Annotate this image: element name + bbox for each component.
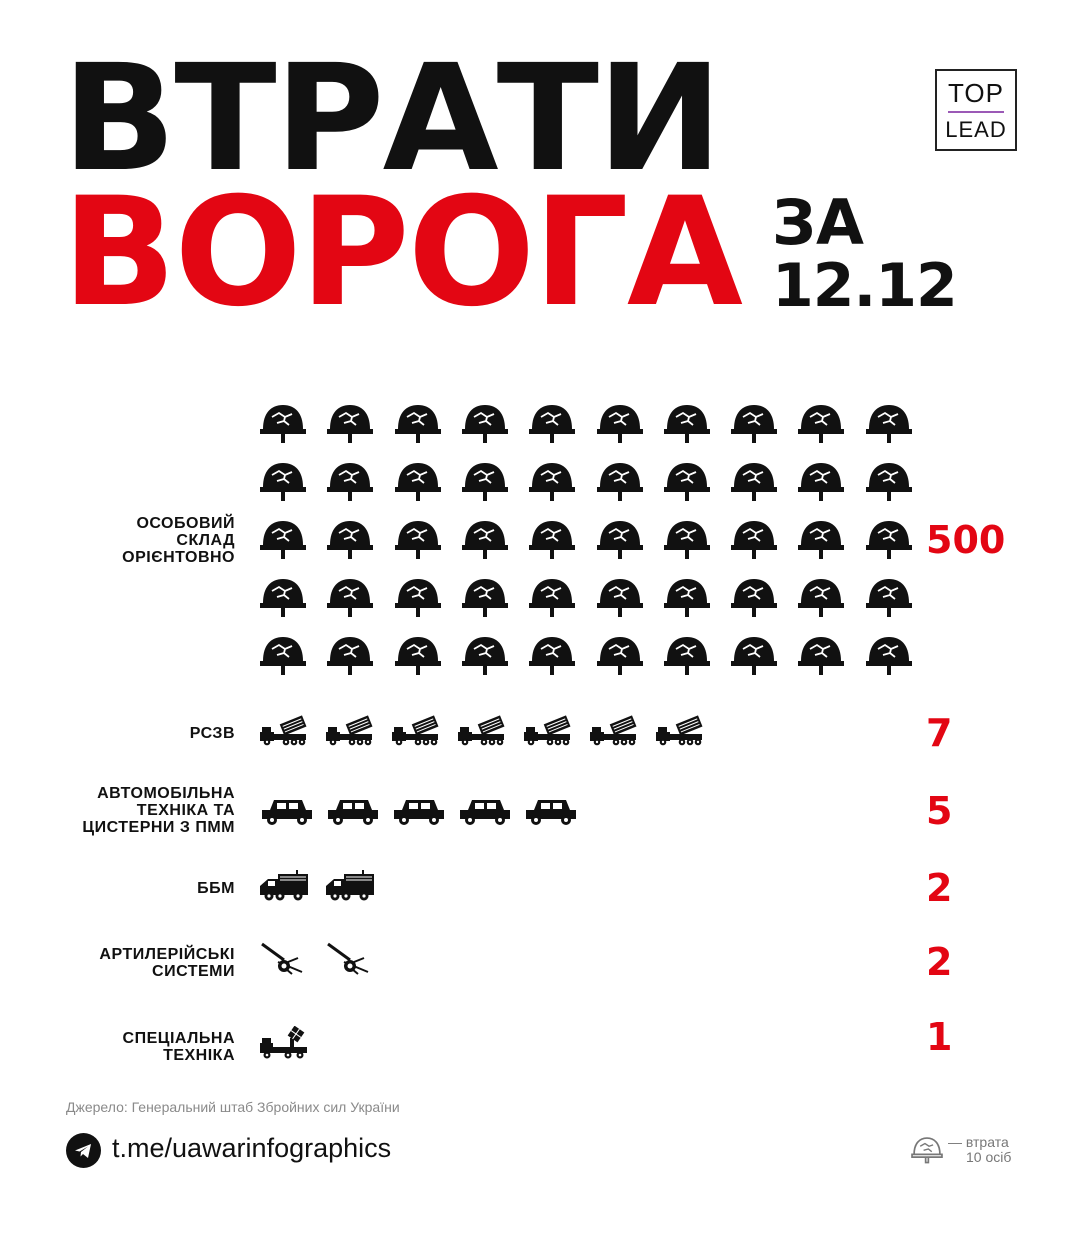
artillery-value: 2 xyxy=(926,940,953,984)
howitzer-icon xyxy=(258,940,314,976)
helmet-legend-icon xyxy=(910,1134,944,1168)
bbm-value: 2 xyxy=(926,866,953,910)
helmet-icon xyxy=(729,400,779,450)
mlrs-value: 7 xyxy=(926,711,953,755)
helmet-icon xyxy=(729,632,779,682)
helmet-icon xyxy=(325,458,375,508)
helmet-icon xyxy=(595,516,645,566)
jeep-icon xyxy=(324,792,380,828)
legend-line-1: — втрата xyxy=(948,1134,1009,1150)
personnel-value: 500 xyxy=(926,518,1006,562)
helmet-icon xyxy=(325,516,375,566)
mlrs-icon xyxy=(522,712,578,748)
vehicles-value: 5 xyxy=(926,789,953,833)
helmet-icon xyxy=(460,574,510,624)
helmet-icon xyxy=(796,574,846,624)
jeep-icon xyxy=(456,792,512,828)
mlrs-label: РСЗВ xyxy=(189,725,235,742)
helmet-icon xyxy=(796,632,846,682)
helmet-icon xyxy=(864,516,914,566)
jeep-icon xyxy=(390,792,446,828)
telegram-link[interactable]: t.me/uawarinfographics xyxy=(112,1133,392,1163)
mlrs-icon xyxy=(390,712,446,748)
helmet-icon xyxy=(393,632,443,682)
top-lead-logo xyxy=(935,69,1017,151)
helmet-icon xyxy=(864,574,914,624)
helmet-icon xyxy=(595,400,645,450)
helmet-icon xyxy=(460,632,510,682)
helmet-icon xyxy=(796,458,846,508)
mlrs-icon xyxy=(588,712,644,748)
legend-text xyxy=(948,1135,1011,1165)
helmet-icon xyxy=(527,516,577,566)
helmet-icon xyxy=(258,632,308,682)
helmet-icon xyxy=(258,516,308,566)
helmet-icon xyxy=(527,400,577,450)
logo-top-text: TOP xyxy=(948,80,1004,113)
helmet-icon xyxy=(662,574,712,624)
special-value: 1 xyxy=(926,1015,953,1059)
helmet-icon xyxy=(662,458,712,508)
jeep-icon xyxy=(522,792,578,828)
vehicles-label: АВТОМОБІЛЬНА ТЕХНІКА ТА ЦИСТЕРНИ З ПММ xyxy=(82,785,235,836)
helmet-grid xyxy=(258,400,918,690)
personnel-label: ОСОБОВИЙ СКЛАД ОРІЄНТОВНО xyxy=(122,515,235,566)
helmet-icon xyxy=(393,574,443,624)
helmet-icon xyxy=(258,400,308,450)
armored-vehicle-icon xyxy=(324,868,380,904)
helmet-icon xyxy=(662,400,712,450)
helmet-icon xyxy=(796,400,846,450)
helmet-icon xyxy=(527,632,577,682)
helmet-icon xyxy=(796,516,846,566)
mlrs-icon xyxy=(456,712,512,748)
helmet-icon xyxy=(595,574,645,624)
helmet-icon xyxy=(662,516,712,566)
helmet-icon xyxy=(729,458,779,508)
title-date: 12.12 xyxy=(772,251,957,321)
howitzer-icon xyxy=(324,940,380,976)
helmet-icon xyxy=(864,458,914,508)
mlrs-icon xyxy=(258,712,314,748)
helmet-icon xyxy=(460,516,510,566)
helmet-icon xyxy=(729,516,779,566)
helmet-icon xyxy=(393,400,443,450)
helmet-icon xyxy=(258,574,308,624)
radar-truck-icon xyxy=(258,1026,314,1062)
legend-line-2: 10 осіб xyxy=(966,1149,1012,1165)
helmet-icon xyxy=(662,632,712,682)
helmet-icon xyxy=(325,400,375,450)
title-line-2: ВОРОГА xyxy=(62,166,741,340)
source-text: Джерело: Генеральний штаб Збройних сил України xyxy=(66,1099,400,1115)
helmet-icon xyxy=(325,632,375,682)
helmet-icon xyxy=(864,400,914,450)
logo-lead-text: LEAD xyxy=(945,116,1007,142)
telegram-icon[interactable] xyxy=(66,1133,101,1168)
mlrs-icon xyxy=(654,712,710,748)
helmet-icon xyxy=(527,458,577,508)
helmet-icon xyxy=(393,516,443,566)
bbm-label: ББМ xyxy=(197,880,235,897)
helmet-icon xyxy=(864,632,914,682)
artillery-label: АРТИЛЕРІЙСЬКІ СИСТЕМИ xyxy=(99,946,235,980)
helmet-icon xyxy=(595,632,645,682)
helmet-icon xyxy=(258,458,308,508)
helmet-icon xyxy=(325,574,375,624)
helmet-icon xyxy=(460,458,510,508)
special-label: СПЕЦІАЛЬНА ТЕХНІКА xyxy=(122,1030,235,1064)
title-za: ЗА xyxy=(772,186,865,259)
jeep-icon xyxy=(258,792,314,828)
helmet-icon xyxy=(595,458,645,508)
helmet-icon xyxy=(729,574,779,624)
title-line-1: ВТРАТИ xyxy=(62,33,721,205)
helmet-icon xyxy=(460,400,510,450)
helmet-icon xyxy=(527,574,577,624)
mlrs-icon xyxy=(324,712,380,748)
helmet-icon xyxy=(393,458,443,508)
armored-vehicle-icon xyxy=(258,868,314,904)
